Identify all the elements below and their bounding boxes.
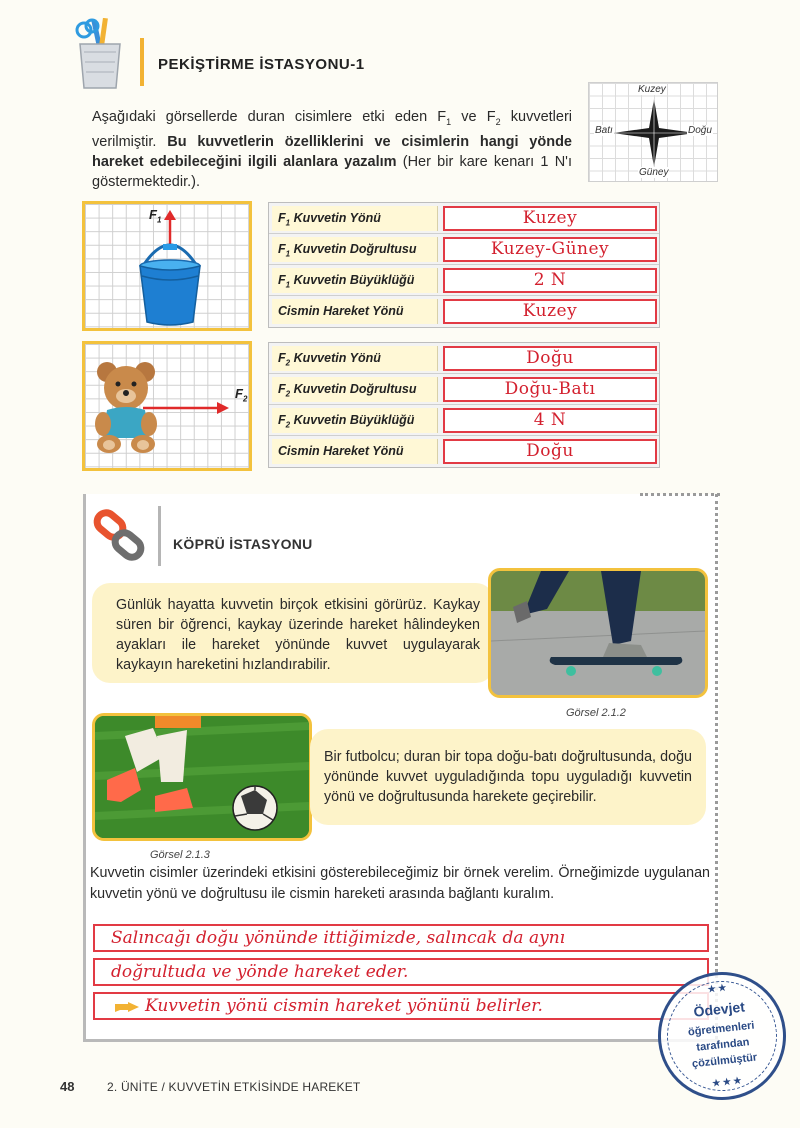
compass-south-label: Güney <box>639 167 669 178</box>
chain-link-icon <box>92 508 148 564</box>
answer-line-2[interactable]: doğrultuda ve yönde hareket eder. <box>93 958 709 986</box>
answer-line-1[interactable]: Salıncağı doğu yönünde ittiğimizde, salıncak da aynı <box>93 924 709 952</box>
bridge-title: KÖPRÜ İSTASYONU <box>173 536 313 552</box>
force-table-2 <box>268 342 660 468</box>
football-photo <box>92 713 312 841</box>
stamp-line-3: tarafından <box>695 1036 751 1054</box>
bridge-title-bar <box>158 506 161 566</box>
force-f2-label: $F_2$ <box>235 386 248 404</box>
table-row <box>269 436 659 467</box>
force-f1-label: $F_1$ <box>149 207 162 225</box>
stamp-line-2: öğretmenleri <box>687 1019 756 1039</box>
table-row <box>269 343 659 374</box>
force-table-1 <box>268 202 660 328</box>
bucket-icon <box>135 210 205 328</box>
answer-line-3[interactable] <box>93 992 709 1020</box>
answer-field[interactable]: Doğu <box>443 439 657 464</box>
dotted-border-right <box>715 494 718 1039</box>
stamp-line-1: Ödevjet <box>692 998 746 1020</box>
skateboard-photo <box>488 568 708 698</box>
caption-2-1-3: Görsel 2.1.3 <box>150 849 210 861</box>
title-accent-bar <box>140 38 144 86</box>
compass-north-label: Kuzey <box>638 84 666 95</box>
answer-field[interactable]: 4 N <box>443 408 657 433</box>
row-label: $F_1$ Kuvvetin Yönü <box>272 206 438 231</box>
answer-field[interactable]: Kuzey <box>443 206 657 231</box>
caption-2-1-2: Görsel 2.1.2 <box>566 707 626 719</box>
dotted-border-top <box>640 493 720 496</box>
stamp-star-icon: ★ ★ <box>707 982 727 995</box>
table-row <box>269 203 659 234</box>
compass-west-label: Batı <box>595 125 613 136</box>
answer-field[interactable]: Doğu-Batı <box>443 377 657 402</box>
teddy-bear-icon <box>93 358 243 458</box>
row-label: $F_2$ Kuvvetin Büyüklüğü <box>272 408 438 433</box>
table-row <box>269 234 659 265</box>
compass-east-label: Doğu <box>688 125 712 136</box>
bridge-paragraph: Kuvvetin cisimler üzerindeki etkisini gösterebileceğimiz bir örnek verelim. Örneğimizde uygulanan kuvvetin yönü ve doğrultusu ile cismin hareketi arasında bağlantı kuralım. <box>90 865 710 902</box>
row-label: $F_2$ Kuvvetin Yönü <box>272 346 438 371</box>
intro-bold-instruction: Bu kuvvetlerin özelliklerini ve cisimlerin hangi yönde hareket edebileceğini ilgili alanlara yazalım <box>92 133 572 170</box>
page-number: 48 <box>60 1079 75 1094</box>
teddy-force-figure <box>82 341 252 471</box>
row-label: $F_1$ Kuvvetin Doğrultusu <box>272 237 438 262</box>
bucket-force-figure <box>82 201 252 331</box>
pencil-cup-icon <box>70 18 130 90</box>
row-label: $F_2$ Kuvvetin Doğrultusu <box>272 377 438 402</box>
answer-field[interactable]: Doğu <box>443 346 657 371</box>
row-label: $F_1$ Kuvvetin Büyüklüğü <box>272 268 438 293</box>
answer-field[interactable]: Kuzey <box>443 299 657 324</box>
answer-field[interactable]: Kuzey-Güney <box>443 237 657 262</box>
row-label: Cismin Hareket Yönü <box>272 299 438 324</box>
compass-diagram <box>588 82 718 182</box>
table-row <box>269 374 659 405</box>
stamp-line-4: çözülmüştür <box>691 1051 758 1071</box>
table-row <box>269 405 659 436</box>
hand-pointer-icon <box>114 999 140 1020</box>
page-title: PEKİŞTİRME İSTASYONU-1 <box>158 56 365 73</box>
intro-text: Aşağıdaki görsellerde duran cisimlere etki eden $F_1$ ve $F_2$ kuvvetleri verilmiştir. Bu kuvvetlerin özelliklerini ve cisimlerin hangi yönde hareket edebileceğini ilgili alanlara yazalım (Her bir kare kenarı 1 N'ı göstermektedir.). <box>92 109 572 190</box>
football-text-bubble: Bir futbolcu; duran bir topa doğu-batı doğrultusunda, doğu yönünde kuvvet uyguladığında topu uyguladığı kuvvetin yönü ve doğrultusunda harekete geçirebilir. <box>310 729 706 825</box>
answer-field[interactable]: 2 N <box>443 268 657 293</box>
footer-unit-title: 2. ÜNİTE / KUVVETİN ETKİSİNDE HAREKET <box>107 1080 361 1094</box>
answer-line-3-text: Kuvvetin yönü cismin hareket yönünü belirler. <box>145 996 543 1016</box>
row-label: Cismin Hareket Yönü <box>272 439 438 464</box>
table-row <box>269 296 659 327</box>
stamp-star-icon: ★ ★ ★ <box>711 1075 742 1089</box>
table-row <box>269 265 659 296</box>
skateboard-text-bubble: Günlük hayatta kuvvetin birçok etkisini görürüz. Kaykay süren bir öğrenci, kaykay üzerinde hareket hâlindeyken ayakları ile hareket yönünde kuvvet uygulayarak kaykayın hareketini hızlandırabilir. <box>92 583 494 683</box>
compass-rose-icon <box>611 97 697 169</box>
